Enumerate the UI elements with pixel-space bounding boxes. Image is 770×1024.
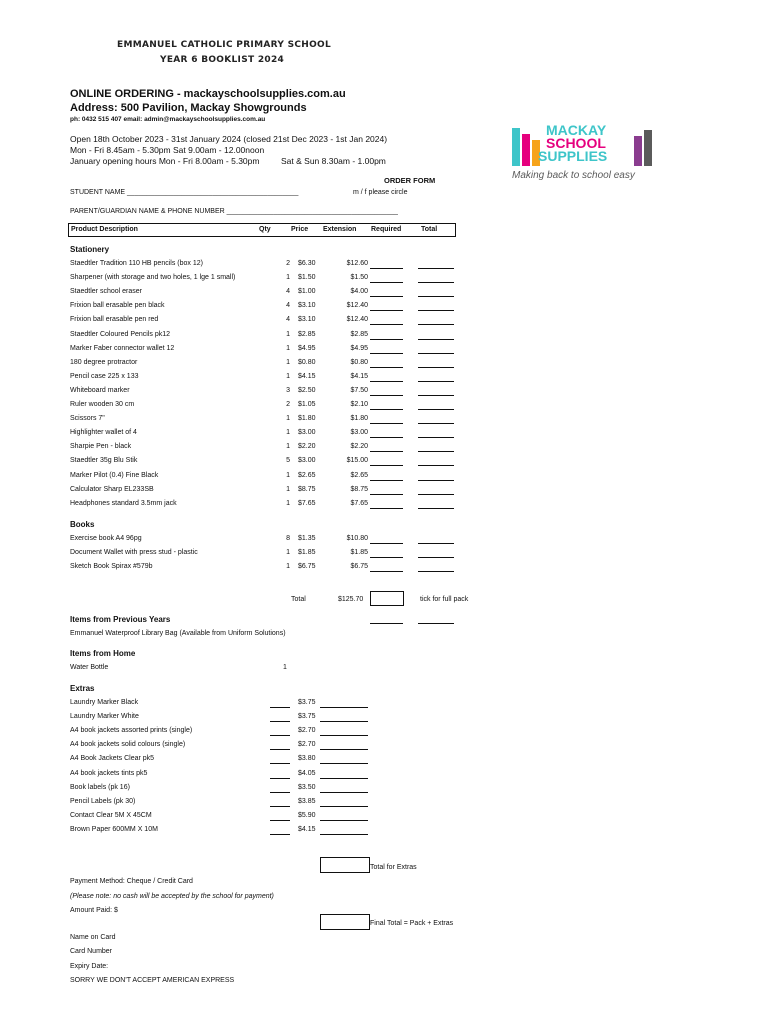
total-line[interactable]	[418, 465, 454, 466]
item-description: Sketch Book Spirax #579b	[70, 563, 153, 571]
item-extension: $4.00	[350, 288, 368, 296]
item-description: Staedtler Tradition 110 HB pencils (box 12)	[70, 260, 203, 267]
total-label: Total	[291, 596, 306, 603]
item-extension: $2.10	[350, 401, 368, 408]
extras-qty-line[interactable]	[270, 778, 290, 779]
item-extension: $2.85	[350, 330, 368, 338]
required-line[interactable]	[370, 557, 403, 558]
item-description: Document Wallet with press stud - plastic	[70, 549, 198, 557]
item-qty: 4	[286, 288, 290, 296]
extras-description: A4 book jackets solid colours (single)	[70, 741, 186, 749]
extras-qty-line[interactable]	[270, 834, 290, 835]
logo-text-supplies: SUPPLIES	[538, 148, 608, 164]
item-qty: 1	[286, 499, 290, 507]
address: Address: 500 Pavilion, Mackay Showgrounds	[70, 102, 307, 114]
total-line[interactable]	[418, 268, 454, 269]
payment-note: (Please note: no cash will be accepted by the school for payment)	[70, 893, 274, 900]
extras-total-label: Total for Extras	[370, 864, 417, 871]
extras-price: $3.85	[298, 797, 316, 805]
table-row	[0, 274, 770, 286]
item-price: $2.20	[298, 443, 316, 451]
extras-price: $4.05	[298, 769, 316, 777]
extras-description: Contact Clear 5M X 45CM	[70, 811, 152, 819]
item-qty: 1	[286, 344, 290, 352]
required-line[interactable]	[370, 353, 403, 354]
col-header-required: Required	[371, 226, 402, 233]
item-price: $0.80	[298, 358, 316, 366]
col-header-extension: Extension	[323, 226, 357, 233]
required-line[interactable]	[370, 395, 403, 396]
extras-price: $2.70	[298, 727, 316, 735]
required-line[interactable]	[370, 437, 403, 438]
item-extension: $8.75	[350, 485, 368, 493]
extras-description: Book labels (pk 16)	[70, 783, 130, 791]
extras-row	[0, 727, 770, 739]
total-line[interactable]	[418, 423, 454, 424]
table-row	[0, 331, 770, 343]
extras-total-line[interactable]	[320, 763, 368, 764]
item-price: $6.75	[298, 563, 316, 571]
item-qty: 1	[286, 563, 290, 571]
total-line[interactable]	[418, 395, 454, 396]
item-description: Marker Pilot (0.4) Fine Black	[70, 471, 159, 479]
item-price: $1.80	[298, 415, 316, 423]
required-line[interactable]	[370, 508, 403, 509]
extras-row	[0, 826, 770, 838]
total-line[interactable]	[418, 543, 454, 544]
item-extension: $6.75	[350, 563, 368, 571]
item-price: $6.30	[298, 260, 316, 267]
required-line[interactable]	[370, 367, 403, 368]
item-extension: $1.50	[350, 274, 368, 282]
item-description: Staedtler 35g Blu Stik	[70, 457, 138, 465]
required-line[interactable]	[370, 324, 403, 325]
total-line[interactable]	[418, 381, 454, 382]
card-number-field[interactable]: Card Number	[70, 948, 113, 955]
extras-qty-line[interactable]	[270, 707, 290, 708]
table-row	[0, 260, 770, 272]
mackay-school-supplies-logo	[510, 122, 660, 184]
extras-qty-line[interactable]	[270, 792, 290, 793]
item-price: $3.10	[298, 316, 316, 324]
gender-circle[interactable]: m / f please circle	[353, 189, 408, 196]
table-row	[0, 443, 770, 455]
extras-qty-line[interactable]	[270, 735, 290, 736]
extras-description: A4 book jackets tints pk5	[70, 769, 148, 777]
item-extension: $3.00	[350, 429, 368, 437]
item-qty: 1	[286, 330, 290, 338]
extras-row	[0, 713, 770, 725]
extras-total-line[interactable]	[320, 820, 368, 821]
extras-row	[0, 755, 770, 767]
student-name-field[interactable]: STUDENT NAME ____________________________________________	[70, 189, 299, 196]
item-price: $2.85	[298, 330, 316, 338]
extras-price: $4.15	[298, 825, 316, 833]
total-line[interactable]	[418, 353, 454, 354]
total-line[interactable]	[418, 480, 454, 481]
final-total-box[interactable]	[320, 914, 370, 930]
table-header	[68, 223, 456, 237]
library-bag-item: Emmanuel Waterproof Library Bag (Available from Uniform Solutions)	[70, 630, 286, 637]
required-line[interactable]	[370, 423, 403, 424]
extras-row	[0, 699, 770, 711]
extras-price: $3.75	[298, 699, 316, 706]
item-description: Staedtler school eraser	[70, 288, 142, 296]
item-description: Calculator Sharp EL233SB	[70, 485, 154, 493]
extras-total-line[interactable]	[320, 735, 368, 736]
item-description: Scissors 7"	[70, 415, 105, 423]
item-qty: 2	[286, 260, 290, 267]
payment-method[interactable]: Payment Method: Cheque / Credit Card	[70, 878, 193, 885]
item-price: $1.50	[298, 274, 316, 282]
item-qty: 1	[286, 429, 290, 437]
item-extension: $0.80	[350, 358, 368, 366]
extras-row	[0, 812, 770, 824]
total-line[interactable]	[418, 557, 454, 558]
item-extension: $2.65	[350, 471, 368, 479]
item-extension: $7.50	[350, 386, 368, 394]
item-extension: $4.15	[350, 372, 368, 380]
item-qty: 2	[286, 401, 290, 408]
col-header-total: Total	[421, 226, 438, 233]
item-extension: $4.95	[350, 344, 368, 352]
table-row	[0, 373, 770, 385]
booklist-title: YEAR 6 BOOKLIST 2024	[160, 55, 285, 65]
school-name: EMMANUEL CATHOLIC PRIMARY SCHOOL	[117, 40, 332, 50]
extras-total-line[interactable]	[320, 749, 368, 750]
required-line[interactable]	[370, 451, 403, 452]
item-extension: $12.40	[346, 302, 368, 310]
item-qty: 1	[286, 274, 290, 282]
table-row	[0, 288, 770, 300]
table-row	[0, 429, 770, 441]
table-row	[0, 359, 770, 371]
item-description: Highlighter wallet of 4	[70, 429, 137, 437]
item-extension: $1.80	[350, 415, 368, 423]
item-price: $4.15	[298, 372, 316, 380]
extras-row	[0, 770, 770, 782]
item-price: $4.95	[298, 344, 316, 352]
extras-total-line[interactable]	[320, 792, 368, 793]
required-line[interactable]	[370, 409, 403, 410]
table-row	[0, 563, 770, 575]
amount-paid-field[interactable]: Amount Paid: $	[70, 907, 118, 914]
col-header-qty: Qty	[259, 226, 271, 233]
item-description: Sharpie Pen - black	[70, 443, 132, 451]
full-pack-tick-box[interactable]	[370, 591, 404, 606]
previous-required-line[interactable]	[370, 623, 403, 624]
required-line[interactable]	[370, 381, 403, 382]
extras-qty-line[interactable]	[270, 820, 290, 821]
opening-hours: Mon - Fri 8.45am - 5.30pm Sat 9.00am - 12.00noon	[70, 145, 265, 155]
item-qty: 4	[286, 316, 290, 324]
extras-total-line[interactable]	[320, 721, 368, 722]
item-price: $1.35	[298, 535, 316, 542]
item-qty: 5	[286, 457, 290, 465]
table-row	[0, 387, 770, 399]
extras-description: Laundry Marker White	[70, 713, 139, 721]
parent-guardian-field[interactable]: PARENT/GUARDIAN NAME & PHONE NUMBER ____________________________________________	[70, 208, 398, 215]
extras-row	[0, 741, 770, 753]
table-row	[0, 472, 770, 484]
required-line[interactable]	[370, 543, 403, 544]
previous-total-line[interactable]	[418, 623, 454, 624]
required-line[interactable]	[370, 339, 403, 340]
item-price: $2.50	[298, 386, 316, 394]
logo-text-mackay: MACKAY	[546, 122, 607, 138]
required-line[interactable]	[370, 282, 403, 283]
item-price: $2.65	[298, 471, 316, 479]
item-qty: 3	[286, 386, 290, 394]
extras-price: $5.90	[298, 811, 316, 819]
logo-tagline: Making back to school easy	[512, 170, 635, 181]
section-previous-years: Items from Previous Years	[70, 615, 171, 624]
item-price: $3.10	[298, 302, 316, 310]
january-weekend-hours: Sat & Sun 8.30am - 1.00pm	[281, 156, 386, 166]
extras-total-line[interactable]	[320, 834, 368, 835]
table-row	[0, 316, 770, 328]
required-line[interactable]	[370, 571, 403, 572]
item-price: $3.00	[298, 457, 316, 465]
table-row	[0, 345, 770, 357]
item-description: Exercise book A4 96pg	[70, 535, 142, 542]
extras-price: $3.50	[298, 783, 316, 791]
extras-price: $3.75	[298, 713, 316, 721]
total-line[interactable]	[418, 367, 454, 368]
extras-qty-line[interactable]	[270, 749, 290, 750]
logo-text-school: SCHOOL	[546, 135, 606, 151]
table-row	[0, 486, 770, 498]
table-row	[0, 535, 770, 547]
item-extension: $15.00	[346, 457, 368, 465]
logo-bars-right-icon	[634, 128, 658, 166]
item-description: 180 degree protractor	[70, 358, 138, 366]
item-extension: $12.60	[346, 260, 368, 267]
total-line[interactable]	[418, 324, 454, 325]
extras-qty-line[interactable]	[270, 806, 290, 807]
item-description: Headphones standard 3.5mm jack	[70, 499, 177, 507]
total-line[interactable]	[418, 508, 454, 509]
total-line[interactable]	[418, 451, 454, 452]
total-value: $125.70	[338, 596, 364, 603]
item-price: $1.00	[298, 288, 316, 296]
table-row	[0, 401, 770, 413]
item-qty: 1	[286, 372, 290, 380]
no-amex-notice: SORRY WE DON'T ACCEPT AMERICAN EXPRESS	[70, 977, 235, 984]
item-extension: $10.80	[346, 535, 368, 542]
item-qty: 4	[286, 302, 290, 310]
table-row	[0, 302, 770, 314]
order-form-label: ORDER FORM	[384, 176, 436, 185]
water-bottle-item: Water Bottle	[70, 664, 109, 671]
total-line[interactable]	[418, 437, 454, 438]
tick-full-pack-label: tick for full pack	[420, 596, 469, 603]
item-description: Ruler wooden 30 cm	[70, 401, 135, 408]
extras-total-line[interactable]	[320, 778, 368, 779]
item-description: Pencil case 225 x 133	[70, 372, 139, 380]
extras-total-line[interactable]	[320, 707, 368, 708]
section-items-from-home: Items from Home	[70, 649, 136, 658]
item-extension: $2.20	[350, 443, 368, 451]
extras-qty-line[interactable]	[270, 763, 290, 764]
required-line[interactable]	[370, 268, 403, 269]
section-books: Books	[70, 520, 95, 529]
required-line[interactable]	[370, 494, 403, 495]
open-dates: Open 18th October 2023 - 31st January 2024 (closed 21st Dec 2023 - 1st Jan 2024)	[70, 134, 388, 144]
extras-description: A4 Book Jackets Clear pk5	[70, 755, 155, 763]
extras-price: $2.70	[298, 741, 316, 749]
item-price: $7.65	[298, 499, 316, 507]
total-line[interactable]	[418, 494, 454, 495]
item-extension: $1.85	[350, 549, 368, 557]
extras-description: Brown Paper 600MM X 10M	[70, 825, 158, 833]
section-stationery: Stationery	[70, 245, 110, 254]
item-qty: 1	[286, 358, 290, 366]
required-line[interactable]	[370, 310, 403, 311]
table-row	[0, 549, 770, 561]
col-header-description: Product Description	[71, 226, 138, 233]
table-row	[0, 415, 770, 427]
required-line[interactable]	[370, 465, 403, 466]
total-line[interactable]	[418, 296, 454, 297]
section-extras: Extras	[70, 684, 95, 693]
extras-description: Pencil Labels (pk 30)	[70, 797, 136, 805]
contact-details: ph: 0432 515 407 email: admin@mackayschoolsupplies.com.au	[70, 116, 266, 123]
item-description: Staedtler Coloured Pencils pk12	[70, 330, 171, 338]
extras-description: A4 book jackets assorted prints (single)	[70, 727, 193, 735]
total-line[interactable]	[418, 409, 454, 410]
item-description: Whiteboard marker	[70, 386, 130, 394]
required-line[interactable]	[370, 480, 403, 481]
extras-qty-line[interactable]	[270, 721, 290, 722]
item-description: Frixion ball erasable pen red	[70, 316, 159, 324]
item-price: $8.75	[298, 485, 316, 493]
item-extension: $12.40	[346, 316, 368, 324]
total-line[interactable]	[418, 571, 454, 572]
item-price: $3.00	[298, 429, 316, 437]
item-extension: $7.65	[350, 499, 368, 507]
extras-total-box[interactable]	[320, 857, 370, 873]
extras-row	[0, 798, 770, 810]
item-description: Frixion ball erasable pen black	[70, 302, 165, 310]
total-line[interactable]	[418, 282, 454, 283]
total-line[interactable]	[418, 310, 454, 311]
extras-row	[0, 784, 770, 796]
item-qty: 1	[286, 443, 290, 451]
item-qty: 8	[286, 535, 290, 542]
col-header-price: Price	[291, 226, 309, 233]
item-qty: 1	[286, 471, 290, 479]
water-bottle-qty: 1	[283, 664, 287, 671]
item-price: $1.85	[298, 549, 316, 557]
extras-description: Laundry Marker Black	[70, 699, 139, 706]
extras-price: $3.80	[298, 755, 316, 763]
table-row	[0, 500, 770, 512]
item-qty: 1	[286, 415, 290, 423]
online-ordering: ONLINE ORDERING - mackayschoolsupplies.com.au	[70, 88, 346, 100]
table-row	[0, 457, 770, 469]
item-description: Sharpener (with storage and two holes, 1 lge 1 small)	[70, 274, 236, 282]
item-qty: 1	[286, 549, 290, 557]
final-total-label: Final Total = Pack + Extras	[370, 920, 454, 927]
item-price: $1.05	[298, 401, 316, 408]
january-hours: January opening hours Mon - Fri 8.00am - 5.30pm	[70, 156, 260, 166]
required-line[interactable]	[370, 296, 403, 297]
name-on-card-field[interactable]: Name on Card	[70, 934, 116, 941]
extras-total-line[interactable]	[320, 806, 368, 807]
item-description: Marker Faber connector wallet 12	[70, 344, 175, 352]
total-line[interactable]	[418, 339, 454, 340]
item-qty: 1	[286, 485, 290, 493]
expiry-date-field[interactable]: Expiry Date:	[70, 963, 109, 970]
